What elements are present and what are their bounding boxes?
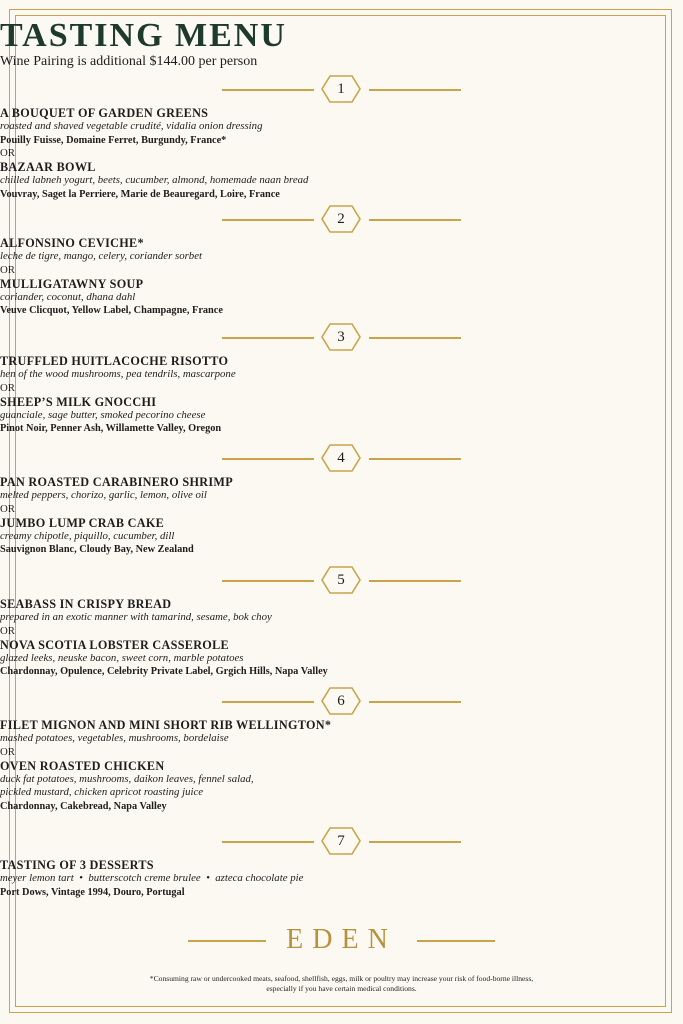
divider-line (369, 458, 461, 460)
divider-line (369, 337, 461, 339)
dish-description: leche de tigre, mango, celery, coriander sorbet (0, 250, 202, 262)
disclaimer-line: *Consuming raw or undercooked meats, seafood, shellfish, eggs, milk or poultry may increase your risk of food-borne illness, (149, 974, 534, 983)
divider-line (222, 701, 314, 703)
dish-description: prepared in an exotic manner with tamarind, sesame, bok choy (0, 611, 272, 623)
divider-line (369, 580, 461, 582)
or-separator: OR (0, 624, 15, 637)
or-separator: OR (0, 745, 15, 758)
dish-name: OVEN ROASTED CHICKEN (0, 758, 165, 773)
wine-pairing: Port Dows, Vintage 1994, Douro, Portugal (0, 886, 185, 898)
course-2 (0, 205, 683, 318)
dish-description: roasted and shaved vegetable crudité, vidalia onion dressing (0, 120, 263, 132)
menu-title: TASTING MENU (0, 17, 287, 54)
divider-line (369, 701, 461, 703)
course-divider (0, 687, 683, 715)
course-number: 6 (337, 693, 345, 709)
brand-name: EDEN (286, 924, 397, 955)
dish-description: hen of the wood mushrooms, pea tendrils, mascarpone (0, 368, 236, 380)
course-number: 2 (337, 211, 345, 227)
dish-name: TASTING OF 3 DESSERTS (0, 858, 154, 872)
health-disclaimer (0, 974, 683, 994)
course-5 (0, 566, 683, 679)
course-divider (0, 827, 683, 855)
dish-name: JUMBO LUMP CRAB CAKE (0, 515, 165, 530)
dish-name: MULLIGATAWNY SOUP (0, 276, 144, 291)
divider-line (369, 219, 461, 221)
dish-name: NOVA SCOTIA LOBSTER CASSEROLE (0, 637, 229, 652)
or-separator: OR (0, 381, 15, 394)
dish-name: TRUFFLED HUITLACOCHE RISOTTO (0, 354, 229, 368)
dish-description: duck fat potatoes, mushrooms, daikon leaves, fennel salad, (0, 772, 254, 785)
dish-description: glazed leeks, neuske bacon, sweet corn, marble potatoes (0, 651, 244, 664)
or-separator: OR (0, 147, 15, 159)
course-number: 5 (337, 572, 345, 588)
dish-description: coriander, coconut, dhana dahl (0, 290, 136, 303)
wine-pairing: Vouvray, Saget la Perriere, Marie de Beauregard, Loire, France (0, 188, 280, 200)
divider-line (417, 940, 495, 942)
course-7 (0, 827, 683, 899)
dish-name: FILET MIGNON AND MINI SHORT RIB WELLINGTON* (0, 718, 332, 732)
dish-name: BAZAAR BOWL (0, 160, 96, 174)
wine-pairing: Pouilly Fuisse, Domaine Ferret, Burgundy, France* (0, 134, 227, 146)
wine-pairing: Chardonnay, Cakebread, Napa Valley (0, 800, 167, 812)
divider-line (222, 458, 314, 460)
dish-description: creamy chipotle, piquillo, cucumber, dill (0, 529, 175, 542)
dish-name: SHEEP’S MILK GNOCCHI (0, 394, 157, 409)
dish-description: pickled mustard, chicken apricot roasting juice (0, 786, 204, 798)
wine-pairing: Veuve Clicquot, Yellow Label, Champagne, France (0, 305, 223, 316)
divider-line (222, 337, 314, 339)
divider-line (222, 841, 314, 843)
dish-description: mashed potatoes, vegetables, mushrooms, bordelaise (0, 732, 229, 744)
course-divider (0, 75, 683, 103)
course-3 (0, 323, 683, 436)
course-number: 3 (337, 329, 345, 345)
course-number: 7 (337, 833, 345, 849)
dish-description: guanciale, sage butter, smoked pecorino cheese (0, 408, 206, 421)
course-divider (0, 444, 683, 472)
course-divider (0, 566, 683, 594)
dish-description: melted peppers, chorizo, garlic, lemon, olive oil (0, 489, 207, 501)
wine-pairing: Sauvignon Blanc, Cloudy Bay, New Zealand (0, 544, 194, 555)
divider-line (369, 841, 461, 843)
dish-name: A BOUQUET OF GARDEN GREENS (0, 106, 209, 120)
wine-pairing: Chardonnay, Opulence, Celebrity Private Label, Grgich Hills, Napa Valley (0, 666, 328, 677)
dish-description: meyer lemon tart • butterscotch creme brulee • azteca chocolate pie (0, 872, 304, 884)
wine-pairing: Pinot Noir, Penner Ash, Willamette Valley, Oregon (0, 423, 222, 434)
divider-line (222, 219, 314, 221)
or-separator: OR (0, 502, 15, 515)
dish-name: SEABASS IN CRISPY BREAD (0, 597, 172, 611)
or-separator: OR (0, 263, 15, 276)
divider-line (222, 580, 314, 582)
dish-description: chilled labneh yogurt, beets, cucumber, almond, homemade naan bread (0, 174, 309, 186)
brand-logo (0, 925, 683, 955)
course-6 (0, 687, 683, 813)
wine-pairing-note: Wine Pairing is additional $144.00 per person (0, 54, 258, 69)
course-number: 4 (337, 450, 345, 466)
course-number: 1 (337, 81, 345, 97)
disclaimer-line: especially if you have certain medical conditions. (266, 984, 417, 993)
course-divider (0, 323, 683, 351)
dish-name: ALFONSINO CEVICHE* (0, 236, 144, 250)
divider-line (222, 89, 314, 91)
divider-line (369, 89, 461, 91)
course-4 (0, 444, 683, 557)
dish-name: PAN ROASTED CARABINERO SHRIMP (0, 475, 233, 489)
course-1 (0, 75, 683, 201)
course-divider (0, 205, 683, 233)
